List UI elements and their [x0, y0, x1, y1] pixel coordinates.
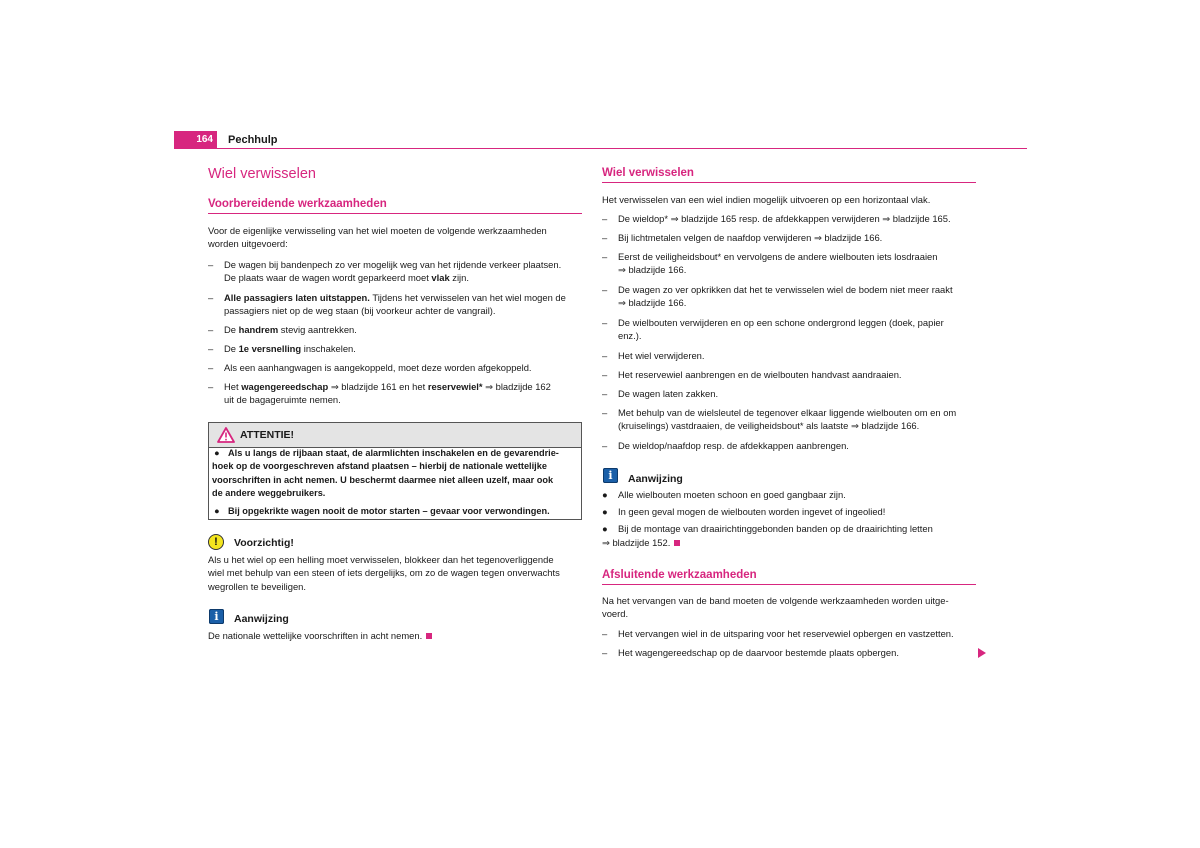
list-dash: –	[602, 232, 608, 243]
warning-item	[212, 447, 578, 501]
note-item	[602, 488, 976, 501]
list-dash: –	[602, 369, 608, 380]
note-item	[602, 522, 976, 535]
list-item	[602, 250, 976, 277]
list-item	[208, 342, 582, 355]
list-text: Het vervangen wiel in de uitsparing voor het reservewiel opbergen en vastzetten.	[618, 628, 954, 639]
chapter-title: Pechhulp	[228, 134, 278, 146]
caution-line: wiel met behulp van een steen of iets dergelijks, om zo de wagen tegen onverwachts	[208, 567, 560, 579]
list-dash: –	[208, 362, 214, 373]
info-icon	[209, 609, 224, 624]
list-item	[602, 627, 976, 640]
list-text: De wagen zo ver opkrikken dat het te verwisselen wiel de bodem niet meer raakt	[618, 284, 953, 295]
list-item	[602, 231, 976, 244]
note-line: De nationale wettelijke voorschriften in acht nemen.	[208, 630, 423, 641]
list-item	[602, 387, 976, 400]
note-title: Aanwijzing	[628, 473, 683, 485]
section-heading-preparation: Voorbereidende werkzaamheden	[208, 197, 582, 214]
list-item	[208, 323, 582, 336]
caution-line: wegrollen te beveiligen.	[208, 580, 306, 592]
list-dash: –	[602, 284, 608, 295]
list-dash: –	[602, 628, 608, 639]
list-item	[602, 646, 976, 659]
caution-text	[208, 553, 582, 593]
list-text: Het wagengereedschap op de daarvoor bestemde plaats opbergen.	[618, 647, 899, 658]
list-text: Alle passagiers laten uitstappen. Tijdens het verwisselen van het wiel mogen de	[224, 292, 566, 303]
warning-text: Bij opgekrikte wagen nooit de motor starten – gevaar voor verwondingen.	[228, 506, 550, 516]
list-text: (kruiselings) vastdraaien, de veiligheidsbout* als laatste ⇒ bladzijde 166.	[618, 420, 920, 432]
list-text: De handrem stevig aantrekken.	[224, 324, 357, 335]
list-dash: –	[208, 381, 214, 392]
list-dash: –	[602, 440, 608, 451]
list-item	[602, 316, 976, 343]
page-number: 164	[174, 131, 217, 149]
list-text: De wieldop/naafdop resp. de afdekkappen aanbrengen.	[618, 440, 849, 451]
intro-paragraph	[602, 594, 976, 621]
list-text: Het wiel verwijderen.	[618, 350, 705, 361]
end-mark	[674, 540, 680, 546]
list-dash: –	[208, 324, 214, 335]
bullet: ●	[602, 506, 608, 517]
section-heading-finishing: Afsluitende werkzaamheden	[602, 568, 976, 585]
list-text: passagiers niet op de weg staan (bij voorkeur achter de vangrail).	[224, 305, 496, 317]
list-text: Eerst de veiligheidsbout* en vervolgens de andere wielbouten iets losdraaien	[618, 251, 938, 262]
list-dash: –	[602, 350, 608, 361]
list-text: De plaats waar de wagen wordt geparkeerd moet vlak zijn.	[224, 272, 469, 284]
note-line: In geen geval mogen de wielbouten worden ingevet of ingeolied!	[618, 506, 886, 517]
list-item	[208, 291, 582, 318]
bullet: ●	[602, 523, 608, 534]
bullet: ●	[214, 506, 220, 516]
list-text: Het wagengereedschap ⇒ bladzijde 161 en het reservewiel* ⇒ bladzijde 162	[224, 381, 551, 392]
caution-title: Voorzichtig!	[234, 537, 294, 549]
list-item	[602, 283, 976, 310]
list-text: Het reservewiel aanbrengen en de wielbouten handvast aandraaien.	[618, 369, 902, 380]
list-dash: –	[208, 259, 214, 270]
note-line: Bij de montage van draairichtinggebonden banden op de draairichting letten	[618, 523, 933, 534]
intro-line: worden uitgevoerd:	[208, 238, 288, 250]
list-text: ⇒ bladzijde 166.	[618, 297, 687, 309]
intro-line: Voor de eigenlijke verwisseling van het wiel moeten de volgende werkzaamheden	[208, 225, 547, 236]
note-title: Aanwijzing	[234, 613, 289, 625]
warning-box	[208, 422, 582, 520]
list-item	[602, 439, 976, 452]
list-item	[602, 349, 976, 362]
warning-text: Als u langs de rijbaan staat, de alarmlichten inschakelen en de gevarendrie-	[228, 448, 559, 458]
warning-text: voorschriften in acht nemen. U beschermt daarmee niet alleen uzelf, maar ook	[212, 474, 554, 485]
list-item	[602, 368, 976, 381]
end-mark	[426, 633, 432, 639]
list-text: Als een aanhangwagen is aangekoppeld, moet deze worden afgekoppeld.	[224, 362, 532, 373]
intro-line: voerd.	[602, 608, 629, 620]
page-heading: Wiel verwisselen	[208, 166, 316, 182]
list-item	[208, 258, 582, 285]
caution-icon	[208, 534, 224, 550]
note-item	[602, 505, 976, 518]
note-text	[208, 629, 582, 642]
list-dash: –	[208, 292, 214, 303]
list-text: Bij lichtmetalen velgen de naafdop verwijderen ⇒ bladzijde 166.	[618, 232, 883, 243]
next-page-arrow-icon[interactable]	[978, 648, 986, 658]
list-text: De wagen laten zakken.	[618, 388, 719, 399]
warning-text: de andere weggebruikers.	[212, 488, 326, 499]
warning-item	[212, 505, 578, 518]
warning-title: ATTENTIE!	[240, 429, 295, 441]
list-item	[208, 361, 582, 374]
warning-text: hoek op de voorgeschreven afstand plaatsen – hierbij de nationale wettelijke	[212, 461, 547, 472]
list-dash: –	[602, 213, 608, 224]
bullet: ●	[214, 448, 220, 458]
note-ref-text[interactable]: ⇒ bladzijde 152.	[602, 537, 671, 548]
caution-line: Als u het wiel op een helling moet verwisselen, blokkeer dan het tegenoverliggende	[208, 554, 554, 565]
list-dash: –	[602, 388, 608, 399]
list-item	[602, 406, 976, 433]
list-text: uit de bagageruimte nemen.	[224, 394, 341, 406]
list-dash: –	[208, 343, 214, 354]
list-text: ⇒ bladzijde 166.	[618, 264, 687, 276]
list-text: De wielbouten verwijderen en op een schone ondergrond leggen (doek, papier	[618, 317, 944, 328]
note-line: Alle wielbouten moeten schoon en goed gangbaar zijn.	[618, 489, 846, 500]
list-text: De 1e versnelling inschakelen.	[224, 343, 356, 354]
note-ref	[602, 536, 976, 549]
list-dash: –	[602, 647, 608, 658]
list-dash: –	[602, 407, 608, 418]
warning-header	[209, 423, 581, 448]
list-text: Met behulp van de wielsleutel de tegenover elkaar liggende wielbouten om en om	[618, 407, 957, 418]
list-dash: –	[602, 251, 608, 262]
intro-line: Na het vervangen van de band moeten de volgende werkzaamheden worden uitge-	[602, 595, 949, 606]
list-item	[208, 380, 582, 407]
list-text: De wagen bij bandenpech zo ver mogelijk weg van het rijdende verkeer plaatsen.	[224, 259, 562, 270]
list-text: De wieldop* ⇒ bladzijde 165 resp. de afdekkappen verwijderen ⇒ bladzijde 165.	[618, 213, 951, 224]
list-text: enz.).	[618, 330, 642, 342]
header-rule	[174, 148, 1027, 149]
section-heading-change-wheel: Wiel verwisselen	[602, 166, 976, 183]
intro-paragraph: Het verwisselen van een wiel indien mogelijk uitvoeren op een horizontaal vlak.	[602, 194, 931, 205]
warning-triangle-icon	[217, 427, 235, 443]
list-dash: –	[602, 317, 608, 328]
intro-paragraph	[208, 224, 582, 251]
list-item	[602, 212, 976, 225]
bullet: ●	[602, 489, 608, 500]
info-icon	[603, 468, 618, 483]
